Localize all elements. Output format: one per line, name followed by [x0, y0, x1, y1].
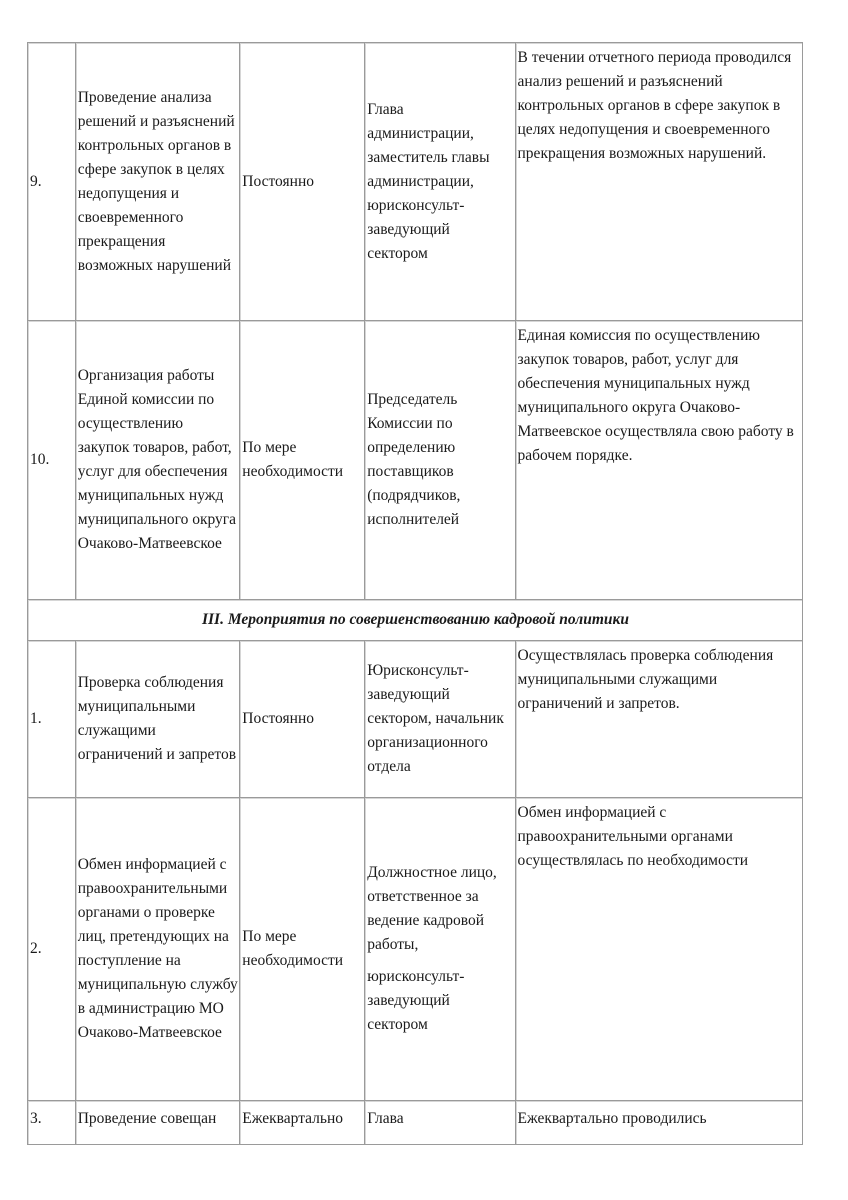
responsible-text: Юрисконсульт-заведующий сектором, начальник организационного отдела: [367, 662, 504, 775]
measure-cell: Организация работы Единой комиссии по осуществлению закупок товаров, работ, услуг для обеспечения муниципальных нужд муниципального округа Очаково-Матвеевское: [76, 321, 241, 600]
result-cell: Осуществлялась проверка соблюдения муниципальными служащими ограничений и запретов.: [516, 641, 803, 798]
term-cell: Ежеквартально: [240, 1101, 365, 1145]
row-number: 2.: [28, 798, 76, 1101]
responsible-cell: [365, 321, 515, 600]
measures-table: [27, 42, 803, 1145]
term-cell: По мере необходимости: [240, 321, 365, 600]
responsible-cell: [365, 798, 515, 1101]
responsible-text: Глава администрации, заместитель главы администрации, юрисконсульт-заведующий сектором: [367, 100, 490, 262]
table-row: [28, 321, 803, 600]
responsible-cell: [365, 641, 515, 798]
table-row: [28, 43, 803, 321]
measure-cell: Проведение совещан: [76, 1101, 241, 1145]
row-number: 3.: [28, 1101, 76, 1145]
term-cell: По мере необходимости: [240, 798, 365, 1101]
table-row: [28, 798, 803, 1101]
measure-cell: Проверка соблюдения муниципальными служащими ограничений и запретов: [76, 641, 241, 798]
table-row: [28, 1101, 803, 1145]
row-number: 9.: [28, 43, 76, 321]
result-cell: Единая комиссия по осуществлению закупок товаров, работ, услуг для обеспечения муниципальных нужд муниципального округа Очаково-Матвеевское осуществляла свою работу в рабочем порядке.: [516, 321, 803, 600]
result-cell: В течении отчетного периода проводился анализ решений и разъяснений контрольных органов в сфере закупок в целях недопущения и своевременного прекращения возможных нарушений.: [516, 43, 803, 321]
row-number: 10.: [28, 321, 76, 600]
term-cell: Постоянно: [240, 641, 365, 798]
section-heading-row: [28, 600, 803, 641]
result-cell: Обмен информацией с правоохранительными органами осуществлялась по необходимости: [516, 798, 803, 1101]
section-heading: III. Мероприятия по совершенствованию кадровой политики: [28, 600, 803, 641]
responsible-text: Глава: [367, 1110, 404, 1127]
responsible-text: юрисконсульт-заведующий сектором: [367, 968, 465, 1033]
measure-cell: Обмен информацией с правоохранительными органами о проверке лиц, претендующих на поступление на муниципальную службу в администрацию МО Очаково-Матвеевское: [76, 798, 241, 1101]
row-number: 1.: [28, 641, 76, 798]
responsible-text: Должностное лицо, ответственное за ведение кадровой работы,: [367, 864, 497, 953]
result-cell: Ежеквартально проводились: [516, 1101, 803, 1145]
responsible-cell: [365, 43, 515, 321]
term-cell: Постоянно: [240, 43, 365, 321]
responsible-text: Председатель Комиссии по определению поставщиков (подрядчиков, исполнителей: [367, 391, 461, 528]
table-row: [28, 641, 803, 798]
measure-cell: Проведение анализа решений и разъяснений контрольных органов в сфере закупок в целях недопущения и своевременного прекращения возможных нарушений: [76, 43, 241, 321]
responsible-cell: [365, 1101, 515, 1145]
